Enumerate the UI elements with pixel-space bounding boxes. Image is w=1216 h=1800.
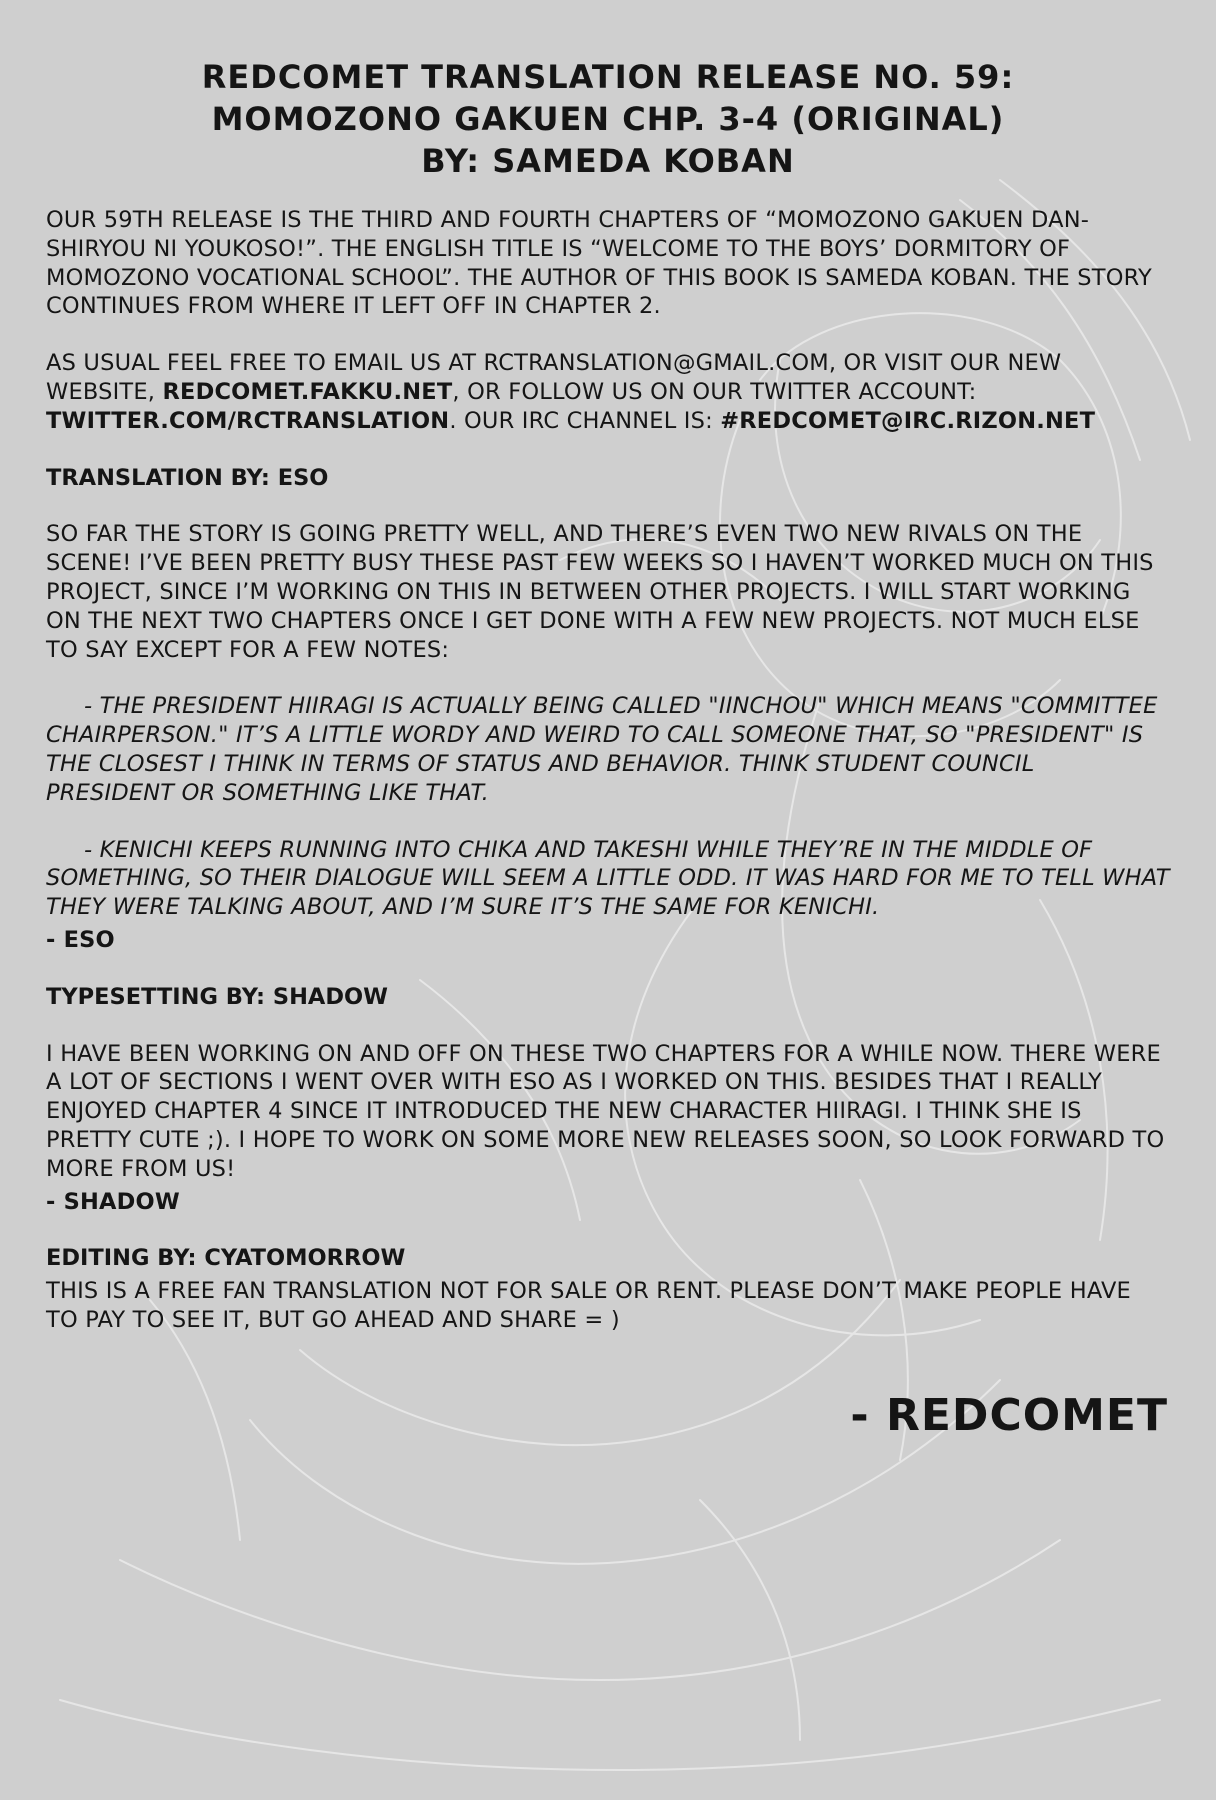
translation-signature: - ESO	[46, 926, 115, 953]
intro-paragraph: OUR 59TH RELEASE IS THE THIRD AND FOURTH CHAPTERS OF “MOMOZONO GAKUEN DAN-SHIRYOU NI YOUKOSO!”. THE ENGLISH TITLE IS “WELCOME TO THE BOYS’ DORMITORY OF MOMOZONO VOCATIONAL SCHOOL”. THE AUTHOR OF THIS BOOK IS SAMEDA KOBAN. THE STORY CONTINUES FROM WHERE IT LEFT OFF IN CHAPTER 2.	[46, 207, 1152, 320]
title-line-2: MOMOZONO GAKUEN CHP. 3-4 (ORIGINAL)	[211, 100, 1005, 138]
irc-channel: #REDCOMET@IRC.RIZON.NET	[720, 407, 1096, 434]
translation-note-1: - THE PRESIDENT HIIRAGI IS ACTUALLY BEING CALLED "IINCHOU" WHICH MEANS "COMMITTEE CHAIRPERSON." IT’S A LITTLE WORDY AND WEIRD TO CALL SOMEONE THAT, SO "PRESIDENT" IS THE CLOSEST I THINK IN TERMS OF STATUS AND BEHAVIOR. THINK STUDENT COUNCIL PRESIDENT OR SOMETHING LIKE THAT.	[46, 693, 1158, 806]
editing-body: THIS IS A FREE FAN TRANSLATION NOT FOR SALE OR RENT. PLEASE DON’T MAKE PEOPLE HAVE TO PAY TO SEE IT, BUT GO AHEAD AND SHARE = )	[46, 1278, 1131, 1333]
contact-paragraph	[46, 349, 1170, 435]
editing-heading: EDITING BY: CYATOMORROW	[46, 1245, 406, 1272]
typesetting-signature: - SHADOW	[46, 1188, 180, 1215]
twitter-link[interactable]: TWITTER.COM/RCTRANSLATION	[46, 407, 450, 434]
title-line-1: REDCOMET TRANSLATION RELEASE NO. 59:	[201, 58, 1015, 96]
contact-text-1: AS USUAL FEEL FREE TO EMAIL US AT RCTRANSLATION@GMAIL.COM, OR VISIT OUR NEW WEBSITE,	[46, 350, 1062, 405]
website-link[interactable]: REDCOMET.FAKKU.NET	[162, 378, 453, 405]
translation-body: SO FAR THE STORY IS GOING PRETTY WELL, AND THERE’S EVEN TWO NEW RIVALS ON THE SCENE! I’VE BEEN PRETTY BUSY THESE PAST FEW WEEKS SO I HAVEN’T WORKED MUCH ON THIS PROJECT, SINCE I’M WORKING ON THIS IN BETWEEN OTHER PROJECTS. I WILL START WORKING ON THE NEXT TWO CHAPTERS ONCE I GET DONE WITH A FEW NEW PROJECTS. NOT MUCH ELSE TO SAY EXCEPT FOR A FEW NOTES:	[46, 521, 1154, 663]
closing-signature: - REDCOMET	[850, 1390, 1168, 1441]
translation-heading: TRANSLATION BY: ESO	[46, 464, 329, 491]
typesetting-signature-line	[46, 1188, 1170, 1217]
release-title	[46, 56, 1170, 182]
contact-text-2: , OR FOLLOW US ON OUR TWITTER ACCOUNT:	[452, 378, 977, 405]
translation-note-2: - KENICHI KEEPS RUNNING INTO CHIKA AND TAKESHI WHILE THEY’RE IN THE MIDDLE OF SOMETHING, SO THEIR DIALOGUE WILL SEEM A LITTLE ODD. IT WAS HARD FOR ME TO TELL WHAT THEY WERE TALKING ABOUT, AND I’M SURE IT’S THE SAME FOR KENICHI.	[46, 836, 1170, 921]
typesetting-heading: TYPESETTING BY: SHADOW	[46, 983, 388, 1010]
translation-signature-line	[46, 926, 1170, 955]
typesetting-body: I HAVE BEEN WORKING ON AND OFF ON THESE TWO CHAPTERS FOR A WHILE NOW. THERE WERE A LOT OF SECTIONS I WENT OVER WITH ESO AS I WORKED ON THIS. BESIDES THAT I REALLY ENJOYED CHAPTER 4 SINCE IT INTRODUCED THE NEW CHARACTER HIIRAGI. I THINK SHE IS PRETTY CUTE ;). I HOPE TO WORK ON SOME MORE NEW RELEASES SOON, SO LOOK FORWARD TO MORE FROM US!	[46, 1040, 1165, 1182]
title-line-3: BY: SAMEDA KOBAN	[421, 142, 795, 180]
contact-text-3: . OUR IRC CHANNEL IS:	[449, 407, 721, 434]
